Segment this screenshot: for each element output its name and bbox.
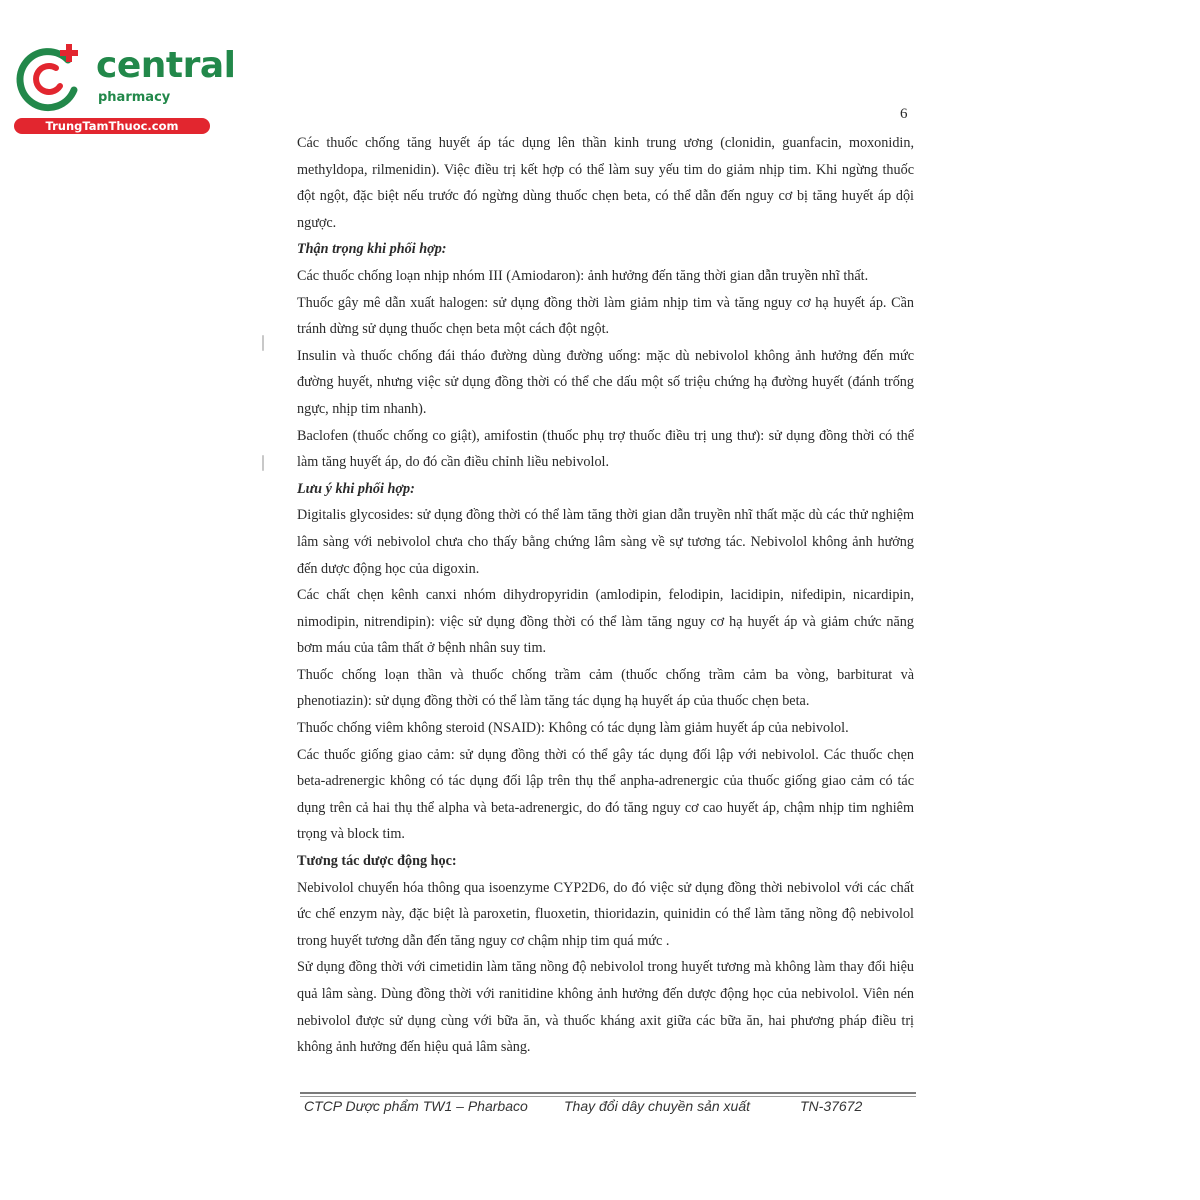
paragraph: Các thuốc giống giao cảm: sử dụng đồng thời có thể gây tác dụng đối lập với nebivolol. Các thuốc chẹn beta-adrenergic không có tác dụng đối lập trên thụ thể anpha-adrenergic của thuốc giống giao cảm có tác dụng trên cả hai thụ thể alpha và beta-adrenergic, do đó tăng nguy cơ cao huyết áp, chậm nhịp tim nghiêm trọng và block tim. [297, 746, 914, 843]
section-heading: Tương tác dược động học: [297, 853, 457, 870]
brand-subtitle: pharmacy [98, 90, 171, 105]
document-body [297, 130, 914, 1061]
paragraph: Thuốc chống viêm không steroid (NSAID): Không có tác dụng làm giảm huyết áp của nebivolol. [297, 720, 849, 737]
footer-change-note: Thay đổi dây chuyền sản xuất [564, 1098, 751, 1114]
paragraph: Baclofen (thuốc chống co giật), amifostin (thuốc phụ trợ thuốc điều trị ung thư): sử dụng đồng thời có thể làm tăng huyết áp, do đó cần điều chỉnh liều nebivolol. [297, 427, 914, 471]
footer-code: TN-37672 [800, 1098, 863, 1114]
section-heading: Lưu ý khi phối hợp: [297, 480, 415, 497]
paragraph: Các thuốc chống loạn nhịp nhóm III (Amiodaron): ảnh hưởng đến tăng thời gian dẫn truyền nhĩ thất. [297, 267, 869, 284]
paragraph: Digitalis glycosides: sử dụng đồng thời có thể làm tăng thời gian dẫn truyền nhĩ thất mặc dù các thử nghiệm lâm sàng với nebivolol chưa cho thấy bằng chứng lâm sàng về sự tương tác. Nebivolol không ảnh hưởng đến dược động học của digoxin. [297, 507, 914, 577]
paragraph: Insulin và thuốc chống đái tháo đường dùng đường uống: mặc dù nebivolol không ảnh hưởng đến mức đường huyết, nhưng việc sử dụng đồng thời có thể che dấu một số triệu chứng hạ đường huyết (đánh trống ngực, nhịp tim nhanh). [297, 347, 914, 417]
brand-logo[interactable] [10, 38, 236, 138]
paragraph: Thuốc chống loạn thần và thuốc chống trầm cảm (thuốc chống trầm cảm ba vòng, barbiturat và phenotiazin): sử dụng đồng thời có thể làm tăng tác dụng hạ huyết áp của thuốc chẹn beta. [297, 666, 914, 710]
footer-divider [300, 1092, 916, 1094]
pharmacy-cross-logo-icon [10, 38, 90, 118]
scan-artifact [262, 335, 264, 351]
page-number: 6 [900, 106, 908, 122]
footer-divider [300, 1096, 916, 1097]
scan-artifact [262, 455, 264, 471]
paragraph: Nebivolol chuyển hóa thông qua isoenzyme CYP2D6, do đó việc sử dụng đồng thời nebivolol với các chất ức chế enzym này, đặc biệt là paroxetin, fluoxetin, thioridazin, quinidin có thể làm tăng nồng độ nebivolol trong huyết tương dẫn đến tăng nguy cơ chậm nhịp tim quá mức . [297, 879, 914, 949]
paragraph: Các chất chẹn kênh canxi nhóm dihydropyridin (amlodipin, felodipin, lacidipin, nifedipin, nicardipin, nimodipin, nitrendipin): việc sử dụng đồng thời có thể làm tăng nguy cơ hạ huyết áp và giảm chức năng bơm máu của tâm thất ở bệnh nhân suy tim. [297, 587, 914, 657]
footer-company: CTCP Dược phẩm TW1 – Pharbaco [304, 1098, 528, 1114]
brand-website[interactable]: TrungTamThuoc.com [14, 118, 210, 134]
paragraph: Các thuốc chống tăng huyết áp tác dụng lên thần kinh trung ương (clonidin, guanfacin, moxonidin, methyldopa, rilmenidin). Việc điều trị kết hợp có thể làm suy yếu tim do giảm nhịp tim. Khi ngừng thuốc đột ngột, đặc biệt nếu trước đó ngừng dùng thuốc chẹn beta, có thể dẫn đến nguy cơ bị tăng huyết áp dội ngược. [297, 135, 914, 231]
section-heading: Thận trọng khi phối hợp: [297, 241, 447, 258]
brand-name: central [96, 45, 236, 86]
paragraph: Thuốc gây mê dẫn xuất halogen: sử dụng đồng thời làm giảm nhịp tim và tăng nguy cơ hạ huyết áp. Cần tránh dừng sử dụng thuốc chẹn beta một cách đột ngột. [297, 294, 914, 338]
paragraph: Sử dụng đồng thời với cimetidin làm tăng nồng độ nebivolol trong huyết tương mà không làm thay đổi hiệu quả lâm sàng. Dùng đồng thời với ranitidine không ảnh hưởng đến dược động học của nebivolol. Viên nén nebivolol được sử dụng cùng với bữa ăn, và thuốc kháng axit giữa các bữa ăn, hai phương pháp điều trị không ảnh hưởng đến hiệu quả lâm sàng. [297, 959, 914, 1056]
